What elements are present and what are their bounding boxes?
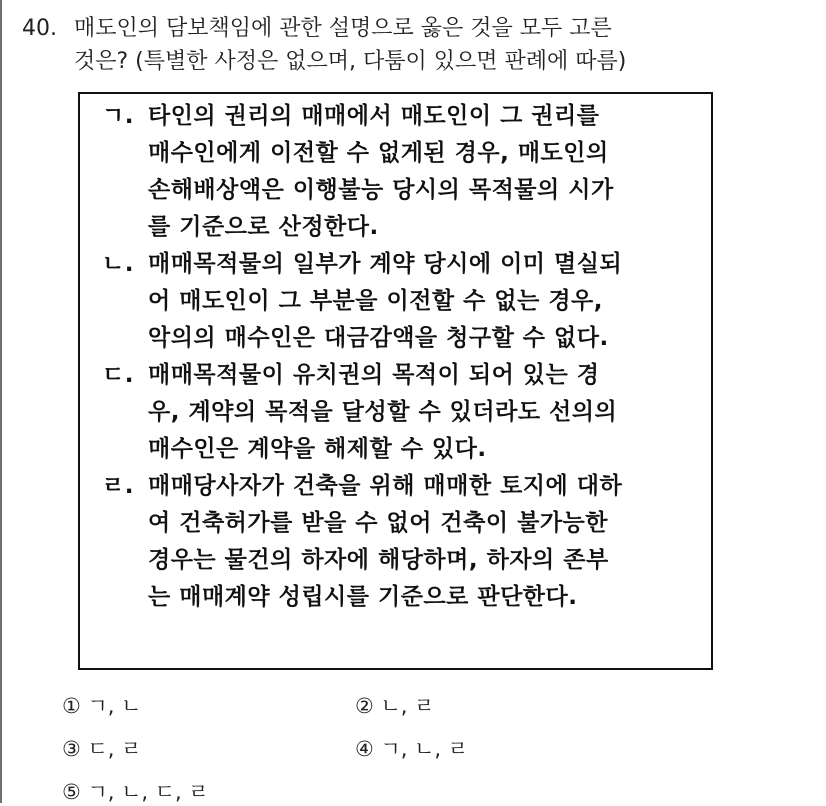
- statement-line: 매수인에게 이전할 수 없게된 경우, 매도인의: [148, 140, 609, 166]
- statement-line: 매수인은 계약을 해제할 수 있다.: [148, 436, 487, 462]
- statement-line: 타인의 권리의 매매에서 매도인이 그 권리를: [148, 103, 600, 129]
- statement-line: 는 매매계약 성립시를 기준으로 판단한다.: [148, 584, 578, 610]
- statement-digeut: [102, 357, 702, 468]
- statement-mark: ㄱ.: [102, 103, 134, 129]
- statement-line: 여 건축허가를 받을 수 없어 건축이 불가능한: [148, 510, 608, 536]
- choice-5[interactable]: ⑤ ㄱ, ㄴ, ㄷ, ㄹ: [62, 780, 209, 804]
- page-left-rule: [0, 0, 2, 803]
- statement-nieun: [102, 246, 702, 357]
- question-line-1: [22, 12, 812, 45]
- question-text-2: 것은? (특별한 사정은 없으며, 다툼이 있으면 판례에 따름): [74, 49, 627, 74]
- choice-2[interactable]: ② ㄴ, ㄹ: [355, 694, 435, 718]
- statement-mark: ㄷ.: [102, 362, 134, 388]
- question-number: 40.: [22, 16, 57, 41]
- question-text-1: 매도인의 담보책임에 관한 설명으로 옳은 것을 모두 고른: [74, 16, 612, 41]
- statements-box: [78, 92, 713, 670]
- statement-line: 손해배상액은 이행불능 당시의 목적물의 시가: [148, 177, 614, 203]
- statement-giyeok: [102, 98, 702, 246]
- statement-rieul: [102, 468, 702, 616]
- statement-mark: ㄹ.: [102, 473, 134, 499]
- statement-line: 경우는 물건의 하자에 해당하며, 하자의 존부: [148, 547, 609, 573]
- statement-line: 매매목적물의 일부가 계약 당시에 이미 멸실되: [148, 251, 623, 277]
- choice-1[interactable]: ① ㄱ, ㄴ: [62, 694, 142, 718]
- choice-4[interactable]: ④ ㄱ, ㄴ, ㄹ: [355, 737, 469, 761]
- statement-mark: ㄴ.: [102, 251, 134, 277]
- statement-line: 어 매도인이 그 부분을 이전할 수 없는 경우,: [148, 288, 603, 314]
- statement-line: 매매목적물이 유치권의 목적이 되어 있는 경: [148, 362, 600, 388]
- statement-line: 우, 계약의 목적을 달성할 수 있더라도 선의의: [148, 399, 618, 425]
- statement-line: 를 기준으로 산정한다.: [148, 214, 379, 240]
- choice-3[interactable]: ③ ㄷ, ㄹ: [62, 737, 142, 761]
- question-stem: [22, 12, 812, 78]
- statement-line: 악의의 매수인은 대금감액을 청구할 수 없다.: [148, 325, 609, 351]
- statement-line: 매매당사자가 건축을 위해 매매한 토지에 대하: [148, 473, 623, 499]
